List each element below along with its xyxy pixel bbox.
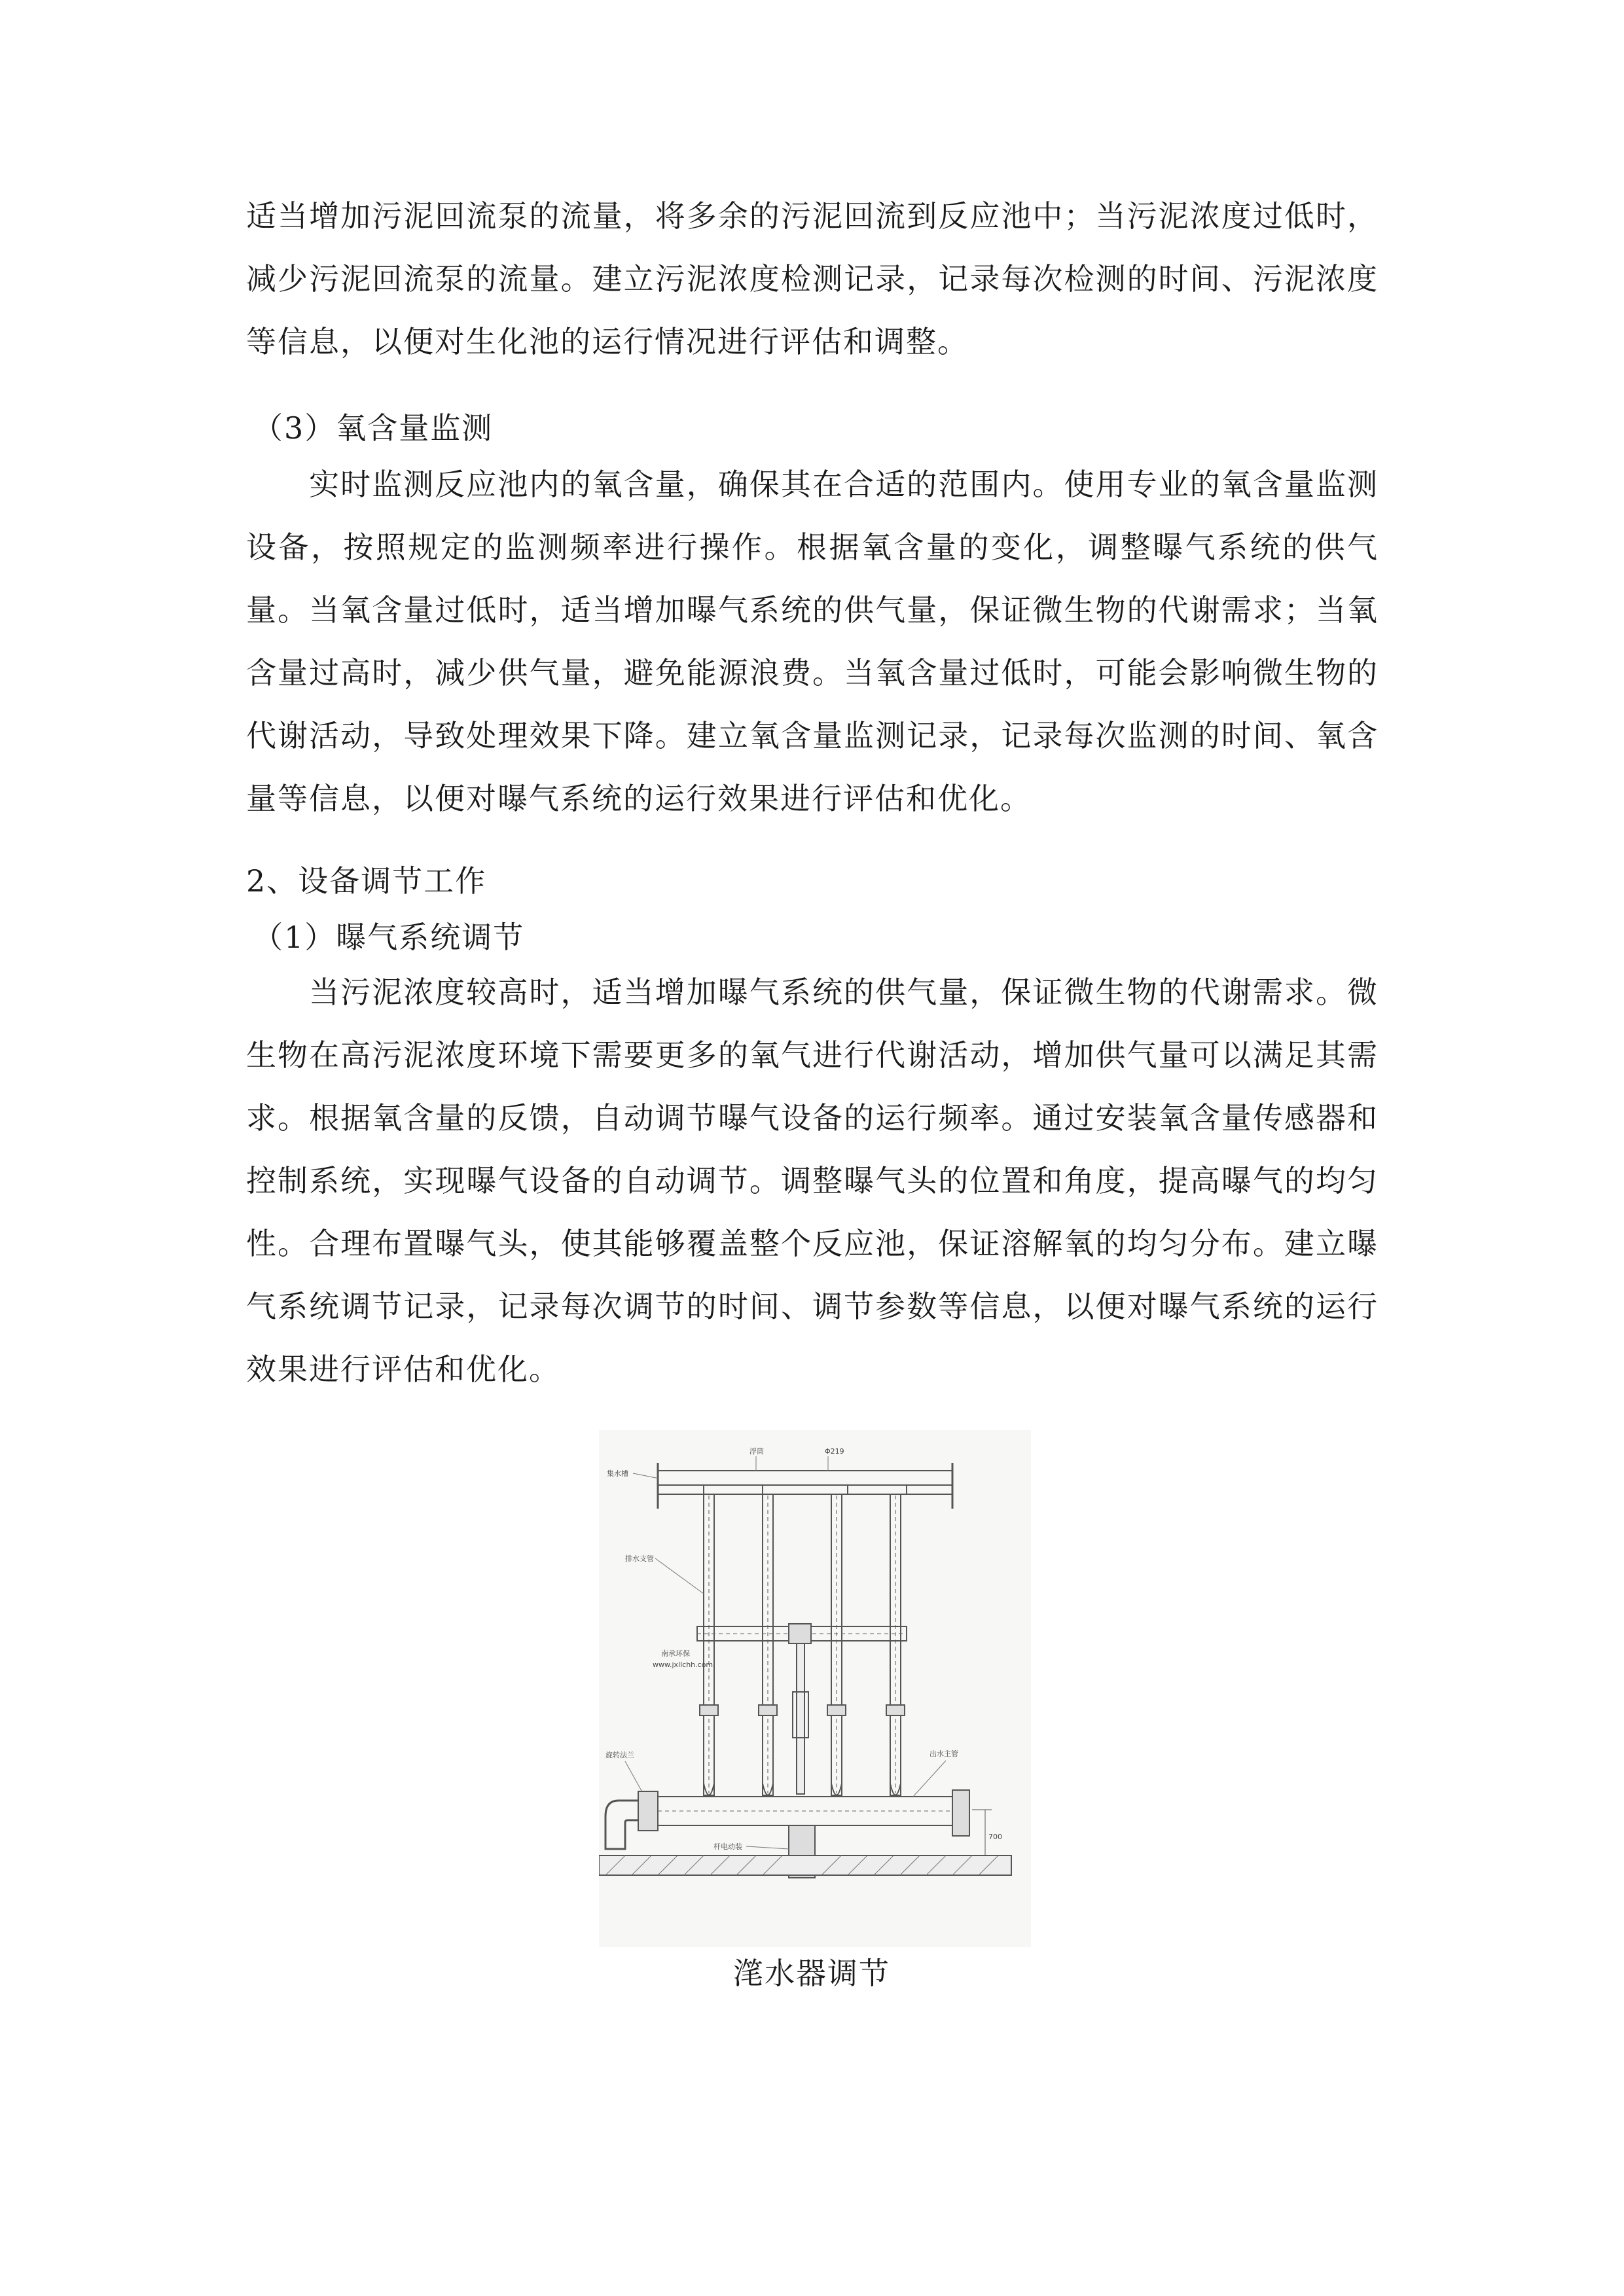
- decanter-diagram: [599, 1430, 1031, 1947]
- heading-oxygen-monitoring: （3）氧含量监测: [253, 410, 494, 446]
- actuator-rod: [797, 1643, 804, 1794]
- heading-aeration-adjustment: （1）曝气系统调节: [253, 920, 525, 955]
- rotary-flange: [638, 1791, 658, 1831]
- label-rotary-flange: 旋转法兰: [605, 1751, 634, 1759]
- label-dimension: 700: [988, 1833, 1002, 1841]
- paragraph-oxygen-monitoring: 实时监测反应池内的氧含量，确保其在合适的范围内。使用专业的氧含量监测设备，按照规定的监测频率进行操作。根据氧含量的变化，调整曝气系统的供气量。当氧含量过低时，适当增加曝气系统的供气量，保证微生物的代谢需求；当氧含量过高时，减少供气量，避免能源浪费。当氧含量过低时，可能会影响微生物的代谢活动，导致处理效果下降。建立氧含量监测记录，记录每次监测的时间、氧含量等信息，以便对曝气系统的运行效果进行评估和优化。: [246, 467, 1379, 816]
- label-collector: 集水槽: [607, 1469, 628, 1478]
- watermark-company: 南承环保: [661, 1649, 690, 1658]
- label-float: 浮筒: [749, 1447, 764, 1456]
- label-outlet-pipe: 出水主管: [929, 1749, 958, 1758]
- heading-equipment-adjustment: 2、设备调节工作: [246, 863, 487, 899]
- paragraph-sludge-return: 适当增加污泥回流泵的流量，将多余的污泥回流到反应池中；当污泥浓度过低时，减少污泥回流泵的流量。建立污泥浓度检测记录，记录每次检测的时间、污泥浓度等信息，以便对生化池的运行情况进行评估和调整。: [246, 198, 1379, 359]
- paragraph-aeration-adjustment: 当污泥浓度较高时，适当增加曝气系统的供气量，保证微生物的代谢需求。微生物在高污泥浓度环境下需要更多的氧气进行代谢活动，增加供气量可以满足其需求。根据氧含量的反馈，自动调节曝气设备的运行频率。通过安装氧含量传感器和控制系统，实现曝气设备的自动调节。调整曝气头的位置和角度，提高曝气的均匀性。合理布置曝气头，使其能够覆盖整个反应池，保证溶解氧的均匀分布。建立曝气系统调节记录，记录每次调节的时间、调节参数等信息，以便对曝气系统的运行效果进行评估和优化。: [246, 975, 1379, 1387]
- figure-caption: 滗水器调节: [733, 1956, 890, 1991]
- label-actuator: 杆电动装: [713, 1842, 742, 1851]
- watermark-site: www.jxllchh.com: [653, 1660, 713, 1669]
- label-diameter: Φ219: [825, 1447, 844, 1456]
- label-branch-pipe: 排水支管: [625, 1554, 654, 1563]
